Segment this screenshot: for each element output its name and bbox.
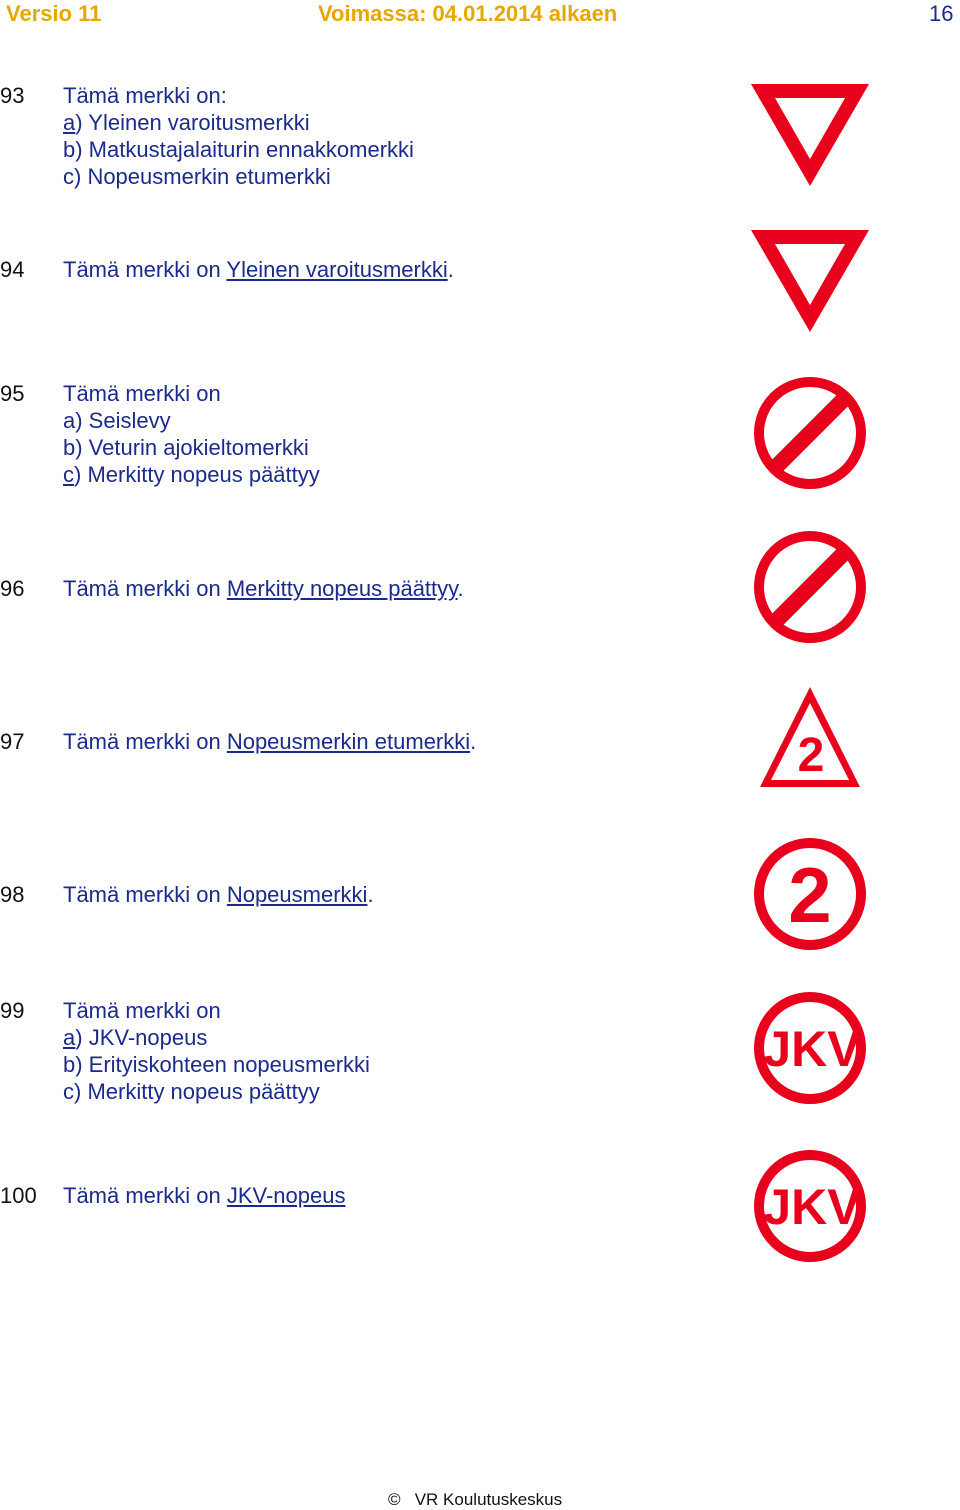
- end-of-speed-limit-sign-icon: [752, 529, 868, 645]
- footer-org: VR Koulutuskeskus: [414, 1490, 563, 1509]
- sign-jkv-text: JKV: [763, 1021, 861, 1077]
- sign-jkv-text: JKV: [763, 1179, 861, 1235]
- sign-speed-value: 2: [788, 851, 832, 939]
- jkv-speed-sign-icon: [752, 1148, 868, 1264]
- option-a: a) Seislevy: [63, 408, 171, 433]
- option-c: c) Merkitty nopeus päättyy: [63, 462, 320, 487]
- yield-triangle-sign-icon: [749, 228, 871, 334]
- question-number: 95: [0, 381, 25, 406]
- speed-limit-sign-icon: [752, 836, 868, 952]
- answer-text: Tämä merkki on: [63, 576, 227, 601]
- answer-text: Tämä merkki on: [63, 1183, 227, 1208]
- footer: [388, 1490, 562, 1510]
- yield-triangle-sign-icon: [749, 82, 871, 188]
- option-b: b) Veturin ajokieltomerkki: [63, 435, 309, 460]
- page-number: 16: [929, 1, 954, 26]
- option-c: c) Nopeusmerkin etumerkki: [63, 164, 331, 189]
- question-number: 100: [0, 1183, 37, 1208]
- answer-link[interactable]: Yleinen varoitusmerkki: [226, 257, 448, 282]
- question-number: 98: [0, 882, 25, 907]
- copyright-symbol: ©: [388, 1490, 401, 1509]
- question-stem: Tämä merkki on: [63, 381, 221, 406]
- sign-speed-value: 2: [797, 729, 825, 782]
- option-b: b) Erityiskohteen nopeusmerkki: [63, 1052, 370, 1077]
- answer-link[interactable]: JKV-nopeus: [226, 1183, 346, 1208]
- option-a: a) Yleinen varoitusmerkki: [63, 110, 310, 135]
- answer-link[interactable]: Nopeusmerkin etumerkki: [226, 729, 471, 754]
- question-number: 97: [0, 729, 25, 754]
- question-number: 93: [0, 83, 25, 108]
- version-label: Versio 11: [6, 1, 102, 26]
- option-c: c) Merkitty nopeus päättyy: [63, 1079, 320, 1104]
- question-stem: Tämä merkki on: [63, 998, 221, 1023]
- speed-advance-warning-sign-icon: [757, 684, 863, 790]
- question-number: 96: [0, 576, 25, 601]
- end-of-speed-limit-sign-icon: [752, 375, 868, 491]
- validity-label: Voimassa: 04.01.2014 alkaen: [318, 1, 618, 26]
- answer-text: Tämä merkki on: [63, 729, 227, 754]
- option-b: b) Matkustajalaiturin ennakkomerkki: [63, 137, 414, 162]
- answer-text: Tämä merkki on: [63, 882, 227, 907]
- question-number: 94: [0, 257, 25, 282]
- answer-link[interactable]: Nopeusmerkki: [226, 882, 368, 907]
- question-stem: Tämä merkki on:: [63, 83, 227, 108]
- question-number: 99: [0, 998, 25, 1023]
- option-a: a) JKV-nopeus: [63, 1025, 208, 1050]
- answer-text: Tämä merkki on: [63, 257, 227, 282]
- jkv-speed-sign-icon: [752, 990, 868, 1106]
- answer-link[interactable]: Merkitty nopeus päättyy: [226, 576, 458, 601]
